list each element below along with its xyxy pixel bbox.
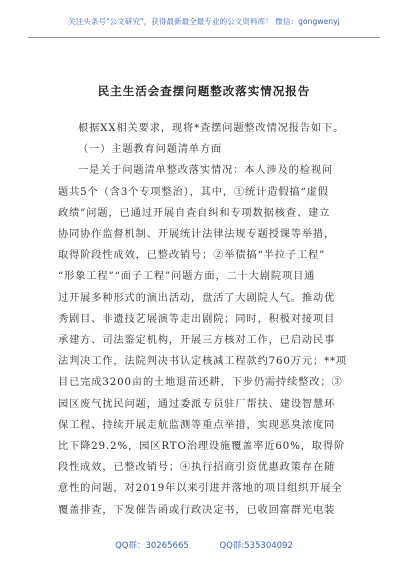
document-title: 民主生活会查摆问题整改落实情况报告 [97,84,311,98]
body-line: 政绩”问题，已通过开展自查自纠和专项数据核查、建立 [58,207,331,219]
body-line: 过开展多种形式的演出活动，盘活了大剧院人气。推动优 [58,292,336,304]
body-line: 秀剧目、非遗技艺展演等走出剧院；同时，积极对接项目 [58,313,336,325]
body-line: 保工程、持续开展走航监测等重点举措，实现恶臭浓度同 [58,419,336,431]
header-divider [28,37,380,38]
section-heading: （一）主题教育问题清单方面 [78,144,223,156]
footer-contacts [0,539,408,551]
body-line: 比下降29.2%，园区RTO治理设施覆盖率近60%，取得阶 [58,441,346,453]
footer-qq-group-1: QQ群：30265665 [115,541,189,551]
body-line: 园区废气扰民问题，通过委派专员驻厂帮扶、建设智慧环 [58,398,336,410]
body-line: 题共5个（含3个专项整治），其中，①统计造假搞“虚假 [58,186,329,198]
body-line: “形象工程”“面子工程”问题方面，二十大剧院项目通 [58,271,316,283]
body-line: 根据XX相关要求，现将*查摆问题整改情况报告如下。 [78,123,345,134]
body-line: 协同协作监督机制、开展统计法律法规专题授课等举措， [58,229,336,241]
body-line: 覆盖排查，下发催告函或行政决定书，已收回富群光电装 [58,504,336,516]
body-line: 一是关于问题清单整改落实情况：本人涉及的检视问 [78,165,334,177]
body-line: 段性成效，已整改销号；④执行招商引资优惠政策存在随 [58,462,336,474]
body-line: 取得阶段性成效，已整改销号；②举债搞“半拉子工程” [58,250,326,262]
body-line: 法判决工作，法院判决书认定核减工程款约760万元；**项 [58,356,348,368]
footer-qq-group-2: QQ群:535304092 [219,541,293,551]
body-line: 意性的问题，对2019年以来引进并落地的项目组织开展全 [58,483,343,495]
document-body [58,118,363,521]
body-line: 承建方、司法鉴定机构，开展三方核对工作，已启动民事 [58,335,336,347]
body-line: 目已完成3200亩的土地退苗还耕，下步仍需持续整改；③ [58,377,343,389]
header-notice: 关注头条号"公文研究"，获得最新最全最专业的公文资料库！ 微信：gongwenyj [68,17,340,26]
